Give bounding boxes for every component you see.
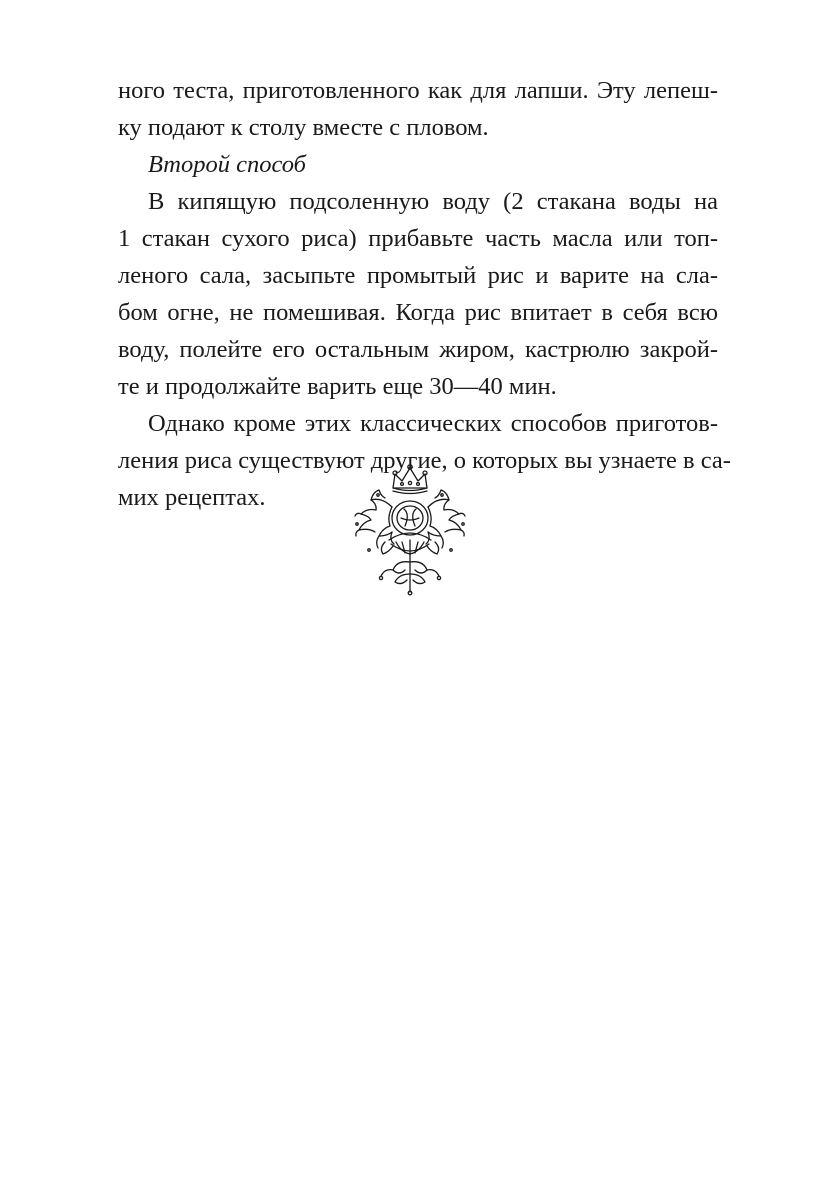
heraldic-crest-icon xyxy=(349,462,471,596)
text-line: Однако кроме этих классических способов приготов- xyxy=(148,410,718,437)
text-line: ного теста, приготовленного как для лапши. Эту лепеш- xyxy=(118,77,718,104)
text-line: леного сала, засыпьте промытый рис и варите на сла- xyxy=(118,262,718,289)
text-line: те и продолжайте варить еще 30—40 мин. xyxy=(118,373,557,400)
text-line: мих рецептах. xyxy=(118,484,266,511)
section-subheading: Второй способ xyxy=(148,151,306,178)
text-line: 1 стакан сухого риса) прибавьте часть масла или топ- xyxy=(118,225,718,252)
text-line: воду, полейте его остальным жиром, кастрюлю закрой- xyxy=(118,336,718,363)
text-line: ку подают к столу вместе с пловом. xyxy=(118,114,489,141)
text-line: В кипящую подсоленную воду (2 стакана воды на xyxy=(148,188,718,215)
body-text xyxy=(118,72,731,516)
text-line: ления риса существуют другие, о которых вы узнаете в са- xyxy=(118,447,731,474)
text-line: бом огне, не помешивая. Когда рис впитает в себя всю xyxy=(118,299,718,326)
